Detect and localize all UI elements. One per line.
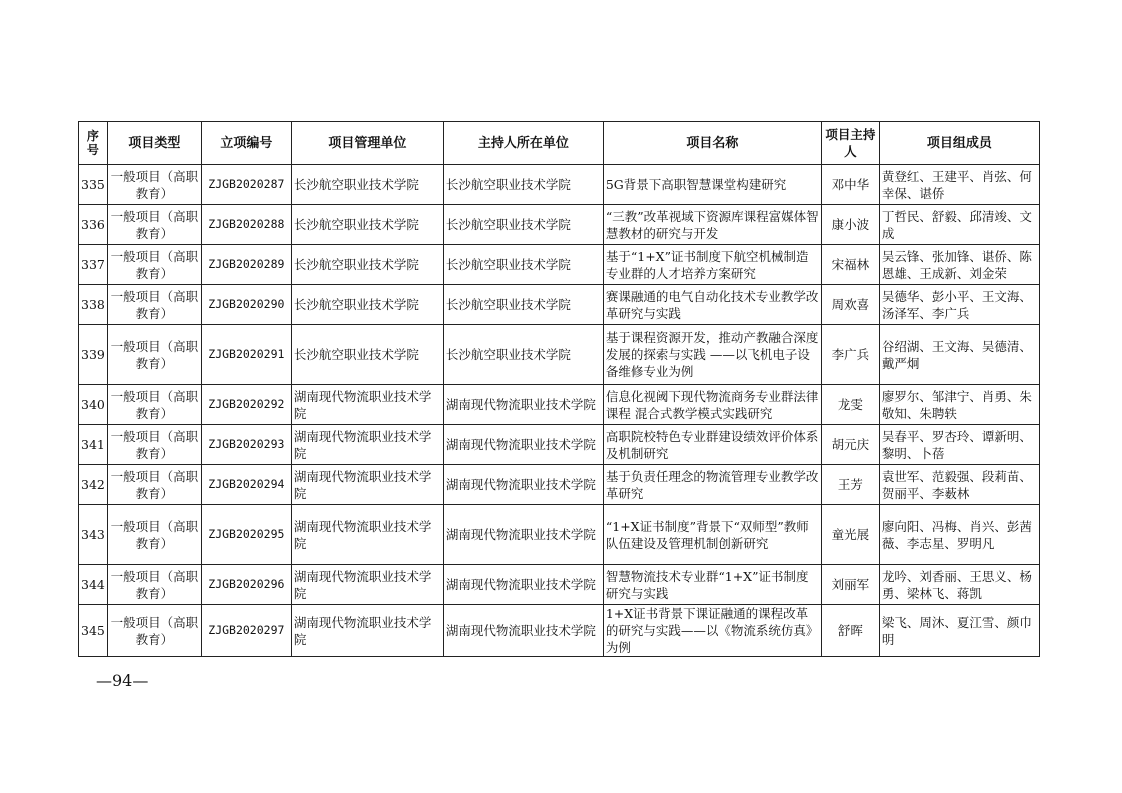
header-mgmt-unit: 项目管理单位 bbox=[291, 122, 443, 165]
cell-project-name: 高职院校特色专业群建设绩效评价体系及机制研究 bbox=[603, 425, 821, 465]
cell-type: 一般项目（高职教育） bbox=[107, 205, 201, 245]
cell-host: 刘丽军 bbox=[821, 565, 879, 605]
header-code: 立项编号 bbox=[201, 122, 291, 165]
cell-members: 谷绍湖、王文海、吴德清、戴严炯 bbox=[879, 325, 1039, 385]
cell-host: 童光展 bbox=[821, 505, 879, 565]
table-row bbox=[79, 565, 1040, 605]
cell-no: 343 bbox=[79, 505, 108, 565]
cell-project-name: 基于负责任理念的物流管理专业教学改革研究 bbox=[603, 465, 821, 505]
cell-host: 宋福林 bbox=[821, 245, 879, 285]
table-row bbox=[79, 505, 1040, 565]
cell-code: ZJGB2020297 bbox=[201, 605, 291, 657]
cell-project-name: 1+X证书背景下课证融通的课程改革的研究与实践——以《物流系统仿真》为例 bbox=[603, 605, 821, 657]
table-row bbox=[79, 285, 1040, 325]
cell-host-unit: 湖南现代物流职业技术学院 bbox=[443, 605, 603, 657]
header-no: 序号 bbox=[79, 122, 108, 165]
page-number: —94— bbox=[96, 671, 149, 690]
cell-type: 一般项目（高职教育） bbox=[107, 425, 201, 465]
cell-host-unit: 长沙航空职业技术学院 bbox=[443, 325, 603, 385]
cell-host-unit: 湖南现代物流职业技术学院 bbox=[443, 505, 603, 565]
cell-type: 一般项目（高职教育） bbox=[107, 385, 201, 425]
table-row bbox=[79, 465, 1040, 505]
cell-project-name: “1+X证书制度”背景下“双师型”教师队伍建设及管理机制创新研究 bbox=[603, 505, 821, 565]
table-row bbox=[79, 605, 1040, 657]
cell-host: 康小波 bbox=[821, 205, 879, 245]
cell-members: 吴德华、彭小平、王文海、汤泽军、李广兵 bbox=[879, 285, 1039, 325]
cell-mgmt-unit: 长沙航空职业技术学院 bbox=[291, 205, 443, 245]
cell-members: 梁飞、周沐、夏江雪、颜巾明 bbox=[879, 605, 1039, 657]
header-host: 项目主持人 bbox=[821, 122, 879, 165]
cell-type: 一般项目（高职教育） bbox=[107, 285, 201, 325]
cell-code: ZJGB2020289 bbox=[201, 245, 291, 285]
cell-no: 342 bbox=[79, 465, 108, 505]
cell-host: 邓中华 bbox=[821, 165, 879, 205]
cell-type: 一般项目（高职教育） bbox=[107, 245, 201, 285]
cell-host-unit: 湖南现代物流职业技术学院 bbox=[443, 425, 603, 465]
cell-host-unit: 长沙航空职业技术学院 bbox=[443, 165, 603, 205]
cell-host: 龙雯 bbox=[821, 385, 879, 425]
header-host-unit: 主持人所在单位 bbox=[443, 122, 603, 165]
cell-type: 一般项目（高职教育） bbox=[107, 165, 201, 205]
table-row bbox=[79, 385, 1040, 425]
cell-members: 廖罗尔、邹津宁、肖勇、朱敬知、朱聘轶 bbox=[879, 385, 1039, 425]
cell-host: 李广兵 bbox=[821, 325, 879, 385]
cell-host: 舒晖 bbox=[821, 605, 879, 657]
cell-members: 丁哲民、舒毅、邱清竣、文成 bbox=[879, 205, 1039, 245]
cell-no: 338 bbox=[79, 285, 108, 325]
cell-mgmt-unit: 长沙航空职业技术学院 bbox=[291, 245, 443, 285]
cell-type: 一般项目（高职教育） bbox=[107, 565, 201, 605]
header-project-name: 项目名称 bbox=[603, 122, 821, 165]
cell-host-unit: 长沙航空职业技术学院 bbox=[443, 245, 603, 285]
table-row bbox=[79, 425, 1040, 465]
header-type: 项目类型 bbox=[107, 122, 201, 165]
cell-host: 王芳 bbox=[821, 465, 879, 505]
cell-project-name: 基于“1+X”证书制度下航空机械制造专业群的人才培养方案研究 bbox=[603, 245, 821, 285]
cell-project-name: 智慧物流技术专业群“1+X”证书制度研究与实践 bbox=[603, 565, 821, 605]
cell-members: 廖向阳、冯梅、肖兴、彭茜薇、李志星、罗明凡 bbox=[879, 505, 1039, 565]
cell-code: ZJGB2020291 bbox=[201, 325, 291, 385]
cell-project-name: 信息化视阈下现代物流商务专业群法律课程 混合式教学模式实践研究 bbox=[603, 385, 821, 425]
cell-members: 袁世军、范毅强、段莉苗、贺丽平、李薮林 bbox=[879, 465, 1039, 505]
cell-mgmt-unit: 湖南现代物流职业技术学院 bbox=[291, 505, 443, 565]
cell-members: 吴春平、罗杏玲、谭新明、黎明、卜蓓 bbox=[879, 425, 1039, 465]
cell-mgmt-unit: 湖南现代物流职业技术学院 bbox=[291, 425, 443, 465]
cell-mgmt-unit: 湖南现代物流职业技术学院 bbox=[291, 465, 443, 505]
cell-no: 340 bbox=[79, 385, 108, 425]
cell-host-unit: 湖南现代物流职业技术学院 bbox=[443, 385, 603, 425]
cell-host-unit: 湖南现代物流职业技术学院 bbox=[443, 465, 603, 505]
cell-project-name: 赛课融通的电气自动化技术专业教学改革研究与实践 bbox=[603, 285, 821, 325]
cell-host: 胡元庆 bbox=[821, 425, 879, 465]
cell-mgmt-unit: 湖南现代物流职业技术学院 bbox=[291, 385, 443, 425]
cell-code: ZJGB2020287 bbox=[201, 165, 291, 205]
cell-members: 吴云锋、张加锋、谌侨、陈恩雄、王成新、刘金荣 bbox=[879, 245, 1039, 285]
cell-no: 335 bbox=[79, 165, 108, 205]
cell-mgmt-unit: 湖南现代物流职业技术学院 bbox=[291, 605, 443, 657]
table-row bbox=[79, 205, 1040, 245]
cell-host: 周欢喜 bbox=[821, 285, 879, 325]
table-row bbox=[79, 165, 1040, 205]
cell-type: 一般项目（高职教育） bbox=[107, 465, 201, 505]
cell-no: 336 bbox=[79, 205, 108, 245]
cell-project-name: 基于课程资源开发，推动产教融合深度发展的探索与实践 ——以飞机电子设备维修专业为例 bbox=[603, 325, 821, 385]
cell-project-name: 5G背景下高职智慧课堂构建研究 bbox=[603, 165, 821, 205]
cell-code: ZJGB2020290 bbox=[201, 285, 291, 325]
cell-type: 一般项目（高职教育） bbox=[107, 505, 201, 565]
project-table bbox=[78, 121, 1040, 657]
cell-code: ZJGB2020293 bbox=[201, 425, 291, 465]
cell-mgmt-unit: 湖南现代物流职业技术学院 bbox=[291, 565, 443, 605]
cell-project-name: “三教”改革视域下资源库课程富媒体智慧教材的研究与开发 bbox=[603, 205, 821, 245]
cell-no: 344 bbox=[79, 565, 108, 605]
cell-host-unit: 湖南现代物流职业技术学院 bbox=[443, 565, 603, 605]
cell-code: ZJGB2020292 bbox=[201, 385, 291, 425]
cell-host-unit: 长沙航空职业技术学院 bbox=[443, 285, 603, 325]
cell-members: 黄登红、王建平、肖弦、何幸保、谌侨 bbox=[879, 165, 1039, 205]
cell-no: 337 bbox=[79, 245, 108, 285]
cell-mgmt-unit: 长沙航空职业技术学院 bbox=[291, 285, 443, 325]
table-row bbox=[79, 245, 1040, 285]
cell-no: 339 bbox=[79, 325, 108, 385]
header-row bbox=[79, 122, 1040, 165]
cell-mgmt-unit: 长沙航空职业技术学院 bbox=[291, 165, 443, 205]
cell-type: 一般项目（高职教育） bbox=[107, 325, 201, 385]
cell-mgmt-unit: 长沙航空职业技术学院 bbox=[291, 325, 443, 385]
cell-members: 龙吟、刘香丽、王思义、杨勇、梁林飞、蒋凯 bbox=[879, 565, 1039, 605]
cell-no: 341 bbox=[79, 425, 108, 465]
cell-code: ZJGB2020295 bbox=[201, 505, 291, 565]
cell-code: ZJGB2020296 bbox=[201, 565, 291, 605]
cell-host-unit: 长沙航空职业技术学院 bbox=[443, 205, 603, 245]
cell-code: ZJGB2020288 bbox=[201, 205, 291, 245]
cell-code: ZJGB2020294 bbox=[201, 465, 291, 505]
cell-type: 一般项目（高职教育） bbox=[107, 605, 201, 657]
header-members: 项目组成员 bbox=[879, 122, 1039, 165]
cell-no: 345 bbox=[79, 605, 108, 657]
table-row bbox=[79, 325, 1040, 385]
